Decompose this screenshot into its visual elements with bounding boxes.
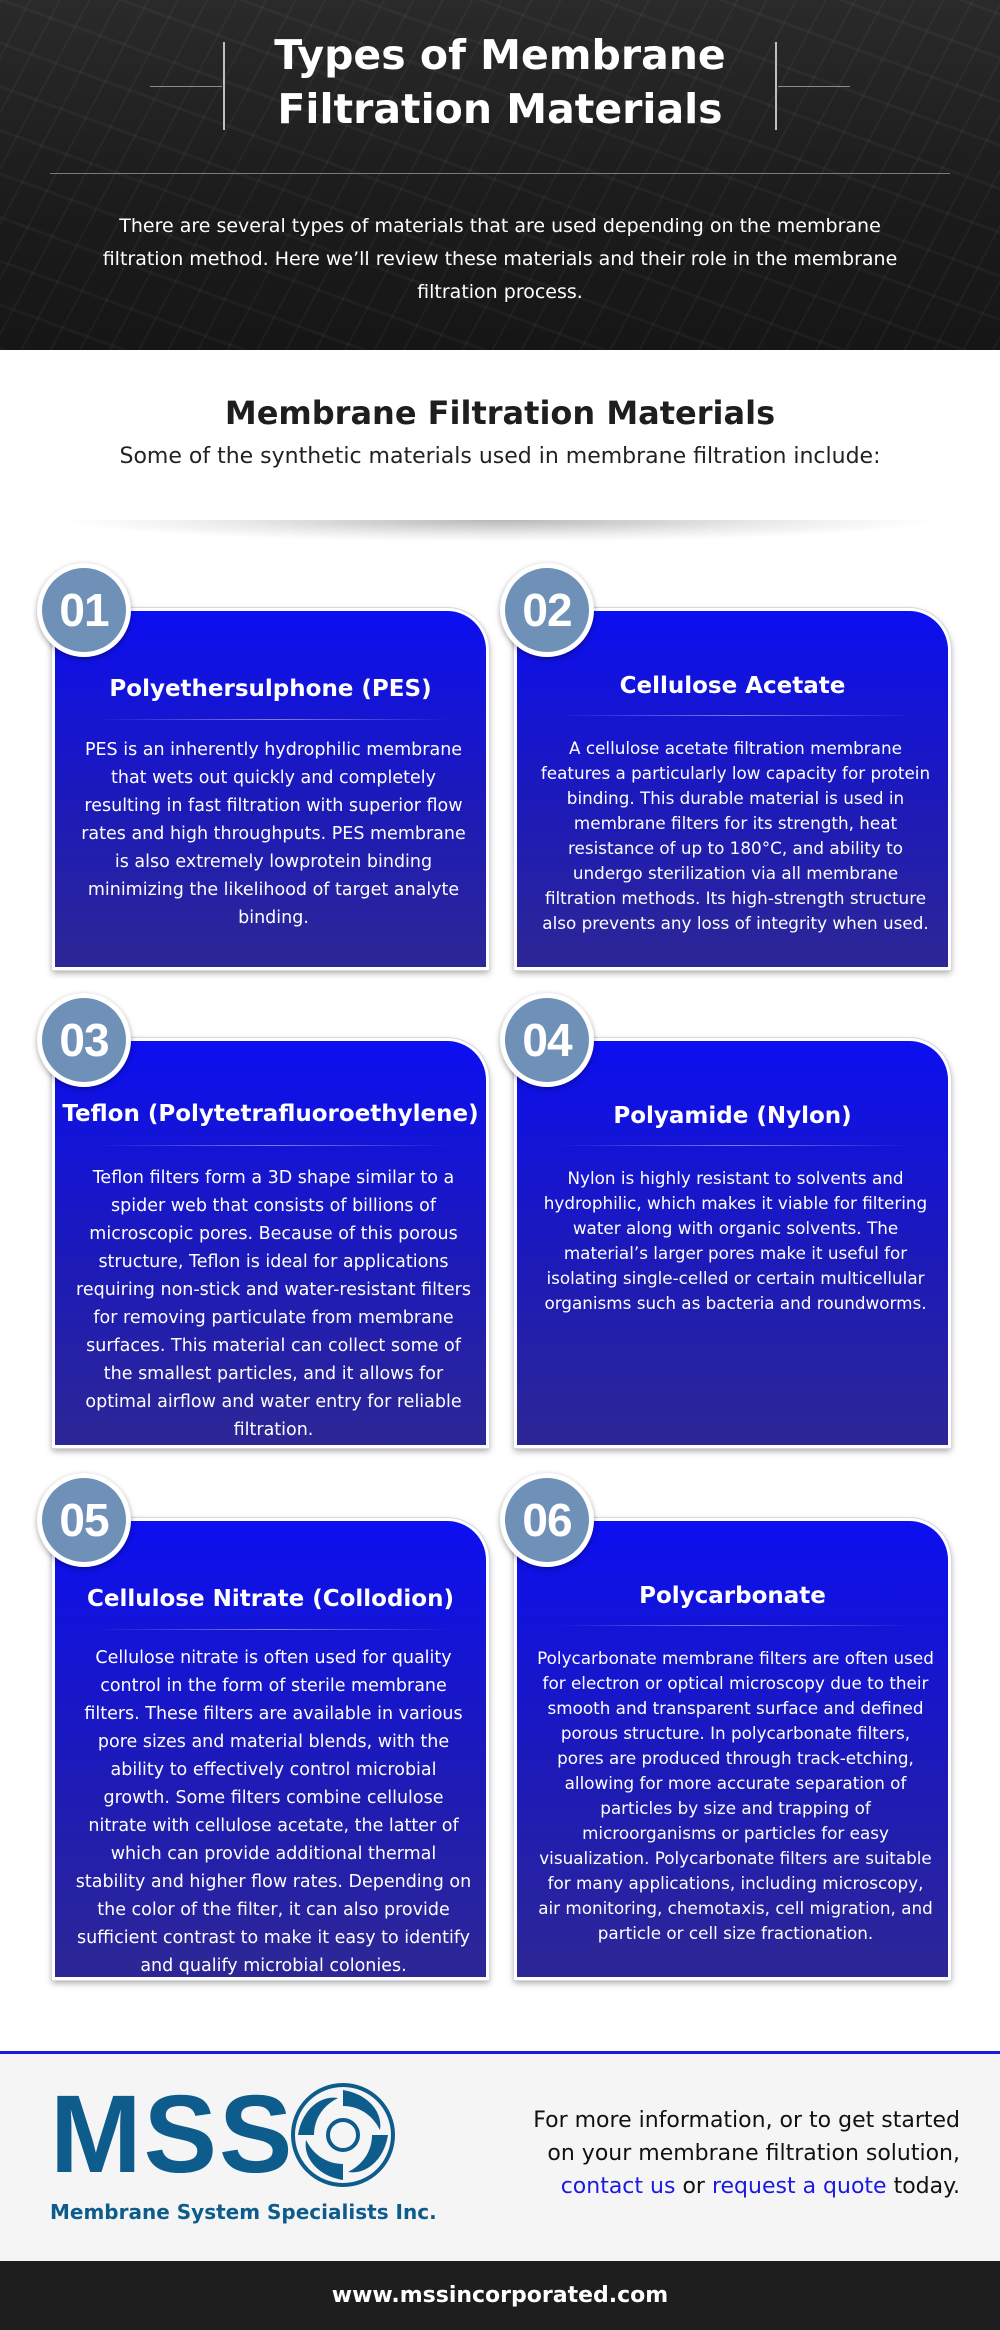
card-description: Cellulose nitrate is often used for quality control in the form of sterile membrane filters. These filters are available in various pore sizes and material blends, with the ability to effectively control microbial growth. Some filters combine cellulose nitrate with cellulose acetate, the latter of which can provide additional thermal stability and higher flow rates. Depending on the color of the filter, it can also provide sufficient contrast to make it easy to identify and qualify microbial colonies.: [75, 1648, 472, 1976]
card-title: Cellulose Nitrate (Collodion): [87, 1586, 454, 1612]
cta-today-text: today.: [893, 2174, 960, 2199]
card-title: Polycarbonate: [639, 1583, 826, 1609]
intro-text: There are several types of materials that are used depending on the membrane filtration method. Here we’ll review these materials and their role in the membrane filtration process.: [102, 215, 898, 303]
page-title-line2: Filtration Materials: [277, 85, 723, 133]
hero-divider: [50, 173, 950, 174]
card-description: Teflon filters form a 3D shape similar to a spider web that consists of billions of microscopic pores. Because of this porous structure, Teflon is ideal for applications requiring non-stick and water-resistant filters for removing particulate from membrane surfaces. This material can collect some of the smallest particles, and it allows for optimal airflow and water entry for reliable filtration.: [76, 1168, 471, 1440]
card-divider: [95, 719, 452, 720]
company-logo-wordmark: MSS: [50, 2073, 295, 2196]
footer-cta: [500, 2104, 960, 2203]
card-number-badge: 01: [37, 563, 131, 657]
cta-line1: For more information, or to get started: [533, 2108, 960, 2133]
cta-or-text: or: [682, 2174, 705, 2199]
card-title: Polyethersulphone (PES): [109, 676, 432, 702]
request-quote-link[interactable]: request a quote: [711, 2174, 887, 2199]
material-card-polyamide: [514, 1038, 951, 1448]
card-divider: [557, 1145, 914, 1146]
card-number-badge: 06: [500, 1473, 594, 1567]
website-link[interactable]: www.mssincorporated.com: [331, 2283, 669, 2308]
cta-line2: on your membrane filtration solution,: [547, 2141, 960, 2166]
card-number-badge: 04: [500, 993, 594, 1087]
card-divider: [95, 1629, 452, 1630]
card-number-badge: 05: [37, 1473, 131, 1567]
website-bar: [0, 2261, 1000, 2330]
material-card-cellulose-acetate: [514, 608, 951, 970]
section-title: Membrane Filtration Materials: [224, 394, 776, 432]
cta-line3: [500, 2170, 960, 2203]
card-divider: [557, 715, 914, 716]
hero-banner: [0, 0, 1000, 350]
swirl-logo-icon: [288, 2080, 398, 2190]
card-title: Polyamide (Nylon): [613, 1103, 852, 1129]
card-title: Cellulose Acetate: [619, 673, 846, 699]
card-description: Nylon is highly resistant to solvents and hydrophilic, which makes it viable for filtering water along with organic solvents. The material’s larger pores make it useful for isolating single-celled or certain multicellular organisms such as bacteria and roundworms.: [543, 1168, 928, 1313]
card-divider: [557, 1625, 914, 1626]
page-title-line1: Types of Membrane: [274, 31, 726, 79]
material-card-polycarbonate: [514, 1518, 951, 1980]
section-subtitle: Some of the synthetic materials used in membrane filtration include:: [119, 444, 881, 469]
material-card-cellulose-nitrate: [52, 1518, 489, 1980]
card-description: PES is an inherently hydrophilic membrane that wets out quickly and completely resulting in fast filtration with superior flow rates and high throughputs. PES membrane is also extremely lowprotein binding minimizing the likelihood of target analyte binding.: [81, 740, 466, 928]
card-title: Teflon (Polytetrafluoroethylene): [62, 1101, 479, 1127]
section-divider-shadow: [60, 520, 940, 542]
card-number-badge: 03: [37, 993, 131, 1087]
page-title: [0, 28, 1000, 136]
company-name: Membrane System Specialists Inc.: [50, 2200, 437, 2224]
card-description: Polycarbonate membrane filters are often used for electron or optical microscopy due to their smooth and transparent surface and defined porous structure. In polycarbonate filters, pores are produced through track-etching, allowing for more accurate separation of particles by size and trapping of microorganisms or particles for easy visualization. Polycarbonate filters are suitable for many applications, including microscopy, air monitoring, chemotaxis, cell migration, and particle or cell size fractionation.: [537, 1648, 934, 1943]
card-description: A cellulose acetate filtration membrane features a particularly low capacity for protein binding. This durable material is used in membrane filters for its strength, heat resistance of up to 180°C, and ability to undergo sterilization via all membrane filtration methods. Its high-strength structure also prevents any loss of integrity when used.: [540, 738, 931, 933]
material-card-teflon: [52, 1038, 489, 1448]
contact-us-link[interactable]: contact us: [560, 2174, 676, 2199]
card-divider: [95, 1145, 452, 1146]
card-number-badge: 02: [500, 563, 594, 657]
material-card-pes: [52, 608, 489, 970]
